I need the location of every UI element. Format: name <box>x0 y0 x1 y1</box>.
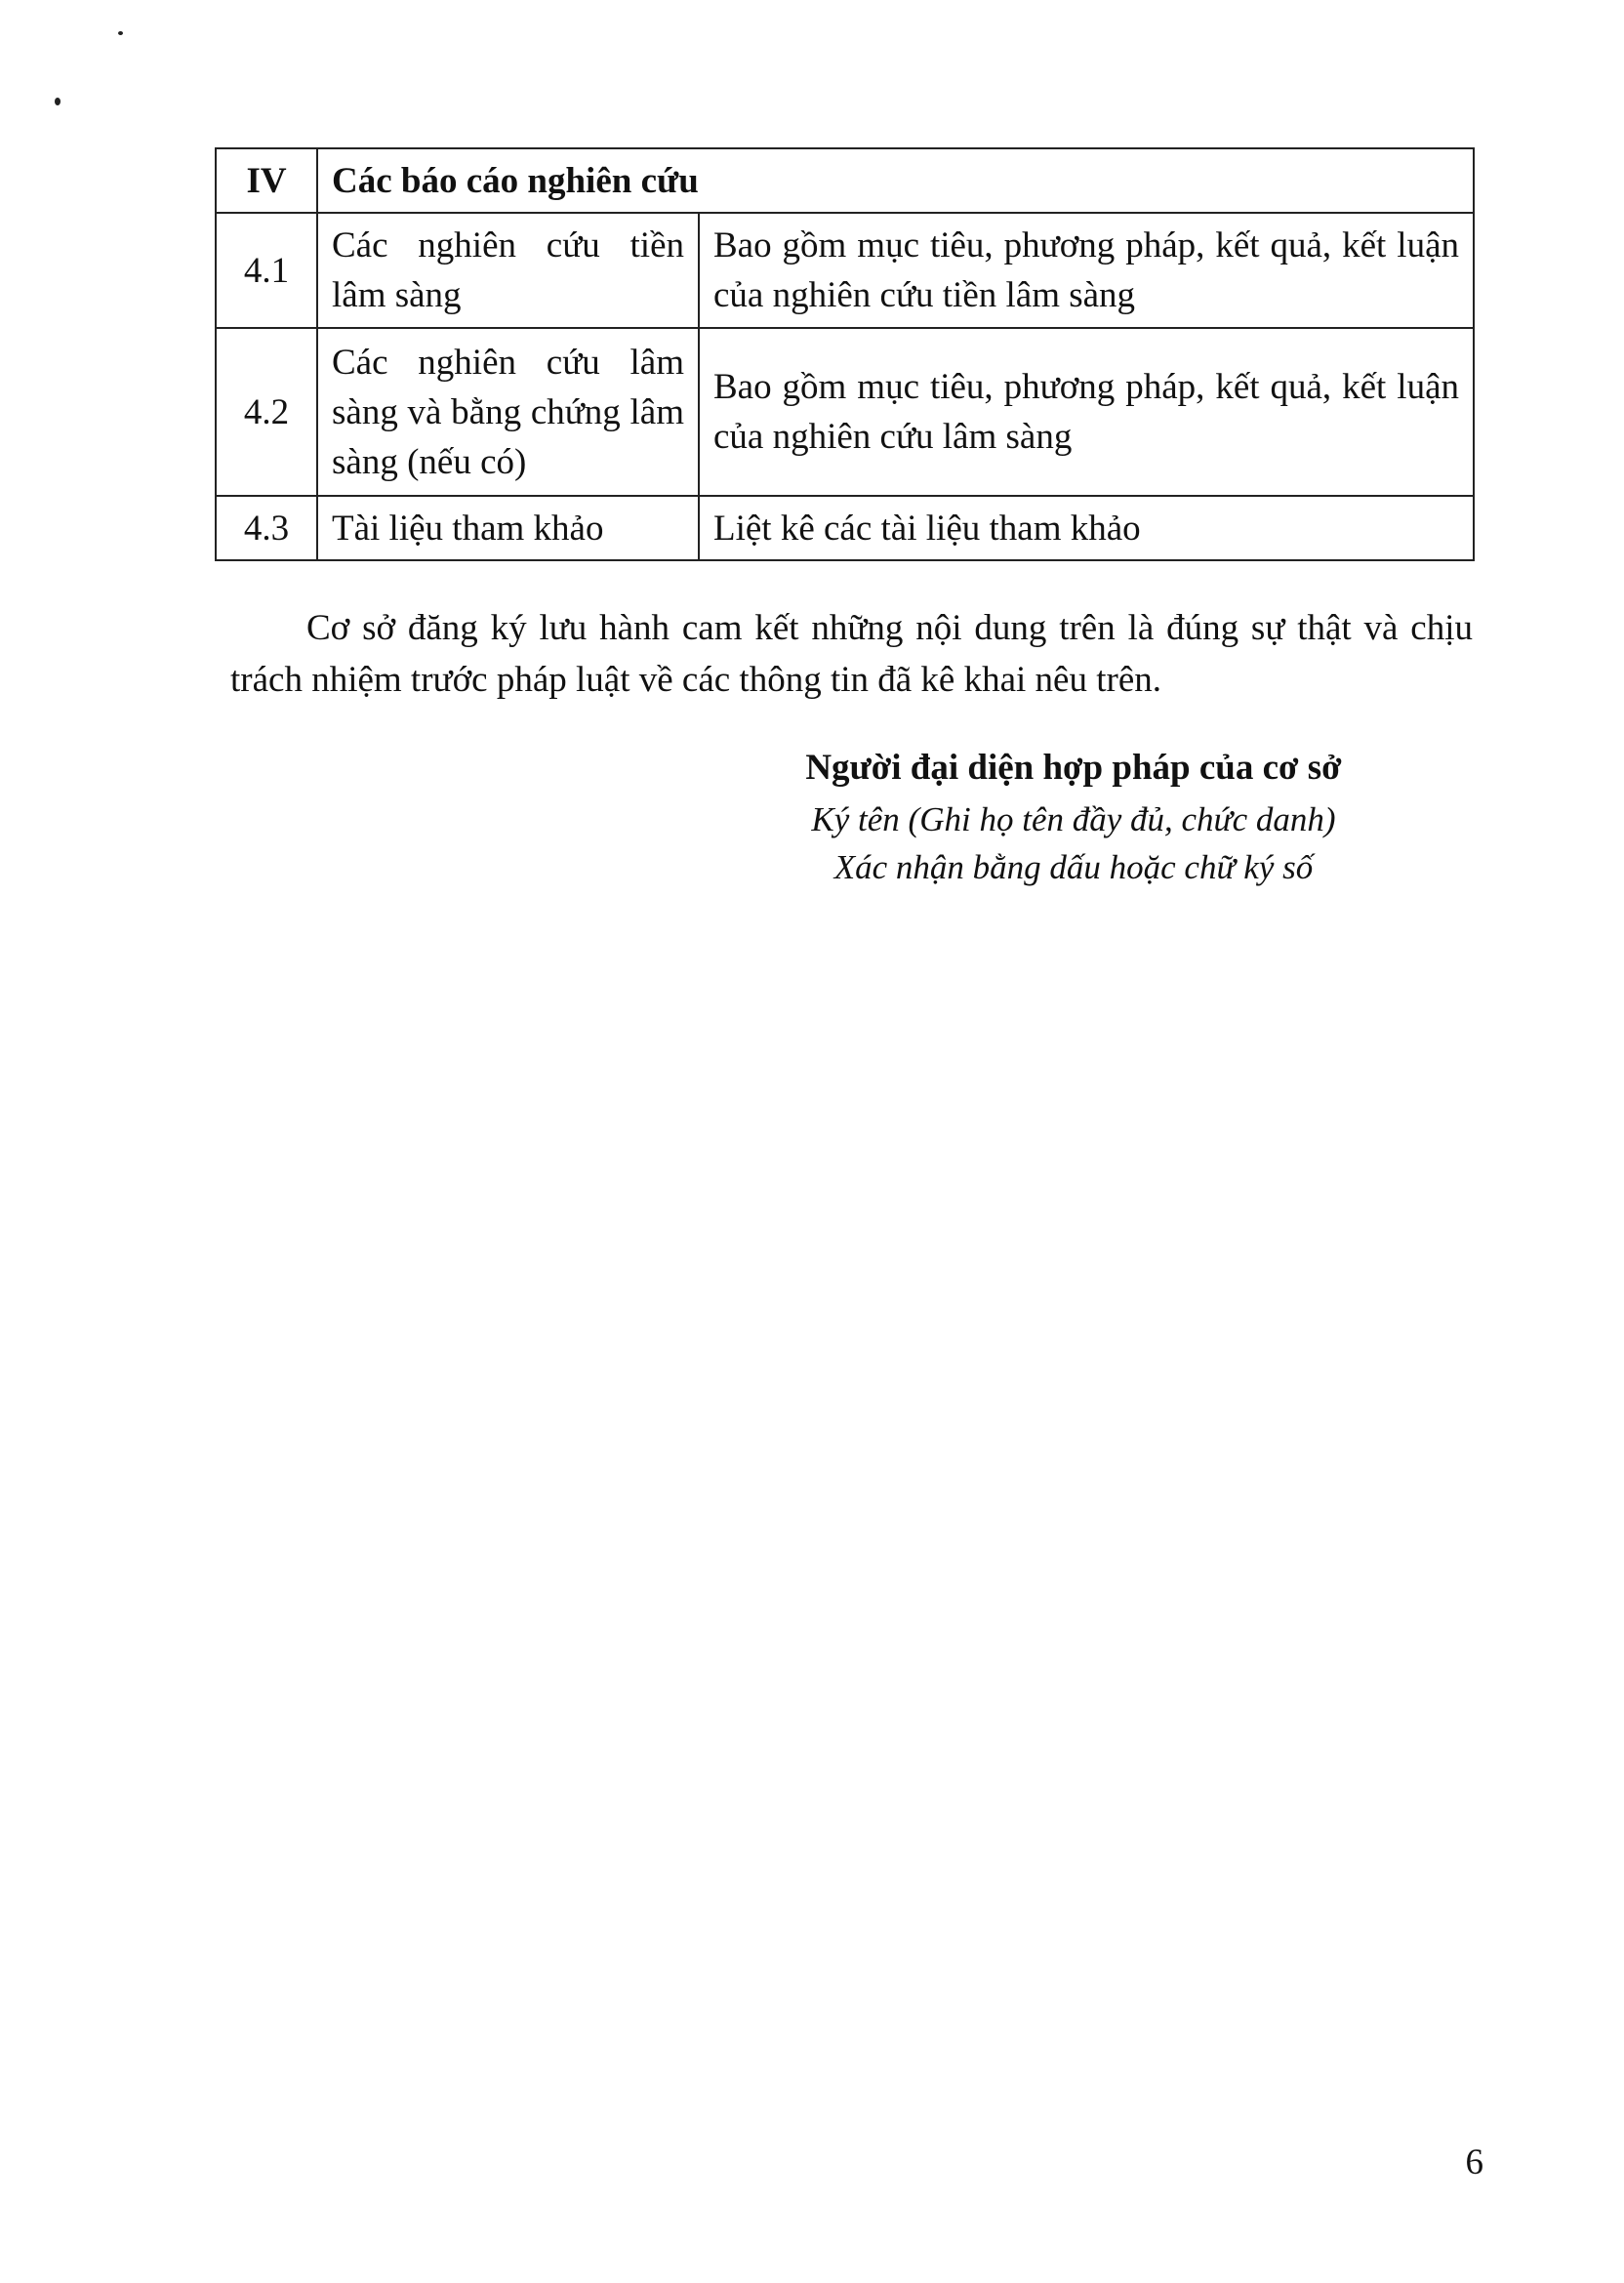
table-row <box>216 328 1474 496</box>
scan-speck <box>55 98 61 105</box>
row-number: 4.3 <box>216 496 317 560</box>
signature-block <box>742 741 1405 891</box>
page-number: 6 <box>1465 2142 1483 2182</box>
row-description: Bao gồm mục tiêu, phương pháp, kết quả, kết luận của nghiên cứu lâm sàng <box>699 328 1474 496</box>
signature-instruction: Ký tên (Ghi họ tên đầy đủ, chức danh) <box>811 800 1336 838</box>
row-item: Các nghiên cứu tiền lâm sàng <box>317 213 699 328</box>
row-item: Tài liệu tham khảo <box>317 496 699 560</box>
signature-title: Người đại diện hợp pháp của cơ sở <box>805 748 1342 788</box>
row-item: Các nghiên cứu lâm sàng và bằng chứng lâm sàng (nếu có) <box>317 328 699 496</box>
signature-confirmation: Xác nhận bằng dấu hoặc chữ ký số <box>833 848 1314 886</box>
scan-speck <box>118 31 123 35</box>
research-reports-table <box>215 147 1475 561</box>
row-number: 4.2 <box>216 328 317 496</box>
row-description: Liệt kê các tài liệu tham khảo <box>699 496 1474 560</box>
row-number: 4.1 <box>216 213 317 328</box>
row-description: Bao gồm mục tiêu, phương pháp, kết quả, kết luận của nghiên cứu tiền lâm sàng <box>699 213 1474 328</box>
table-row <box>216 213 1474 328</box>
section-number: IV <box>216 148 317 213</box>
commitment-paragraph: Cơ sở đăng ký lưu hành cam kết những nội dung trên là đúng sự thật và chịu trách nhiệm trước pháp luật về các thông tin đã kê khai nêu trên. <box>230 608 1473 700</box>
table-row-section-header <box>216 148 1474 213</box>
section-title: Các báo cáo nghiên cứu <box>317 148 1474 213</box>
table-row <box>216 496 1474 560</box>
